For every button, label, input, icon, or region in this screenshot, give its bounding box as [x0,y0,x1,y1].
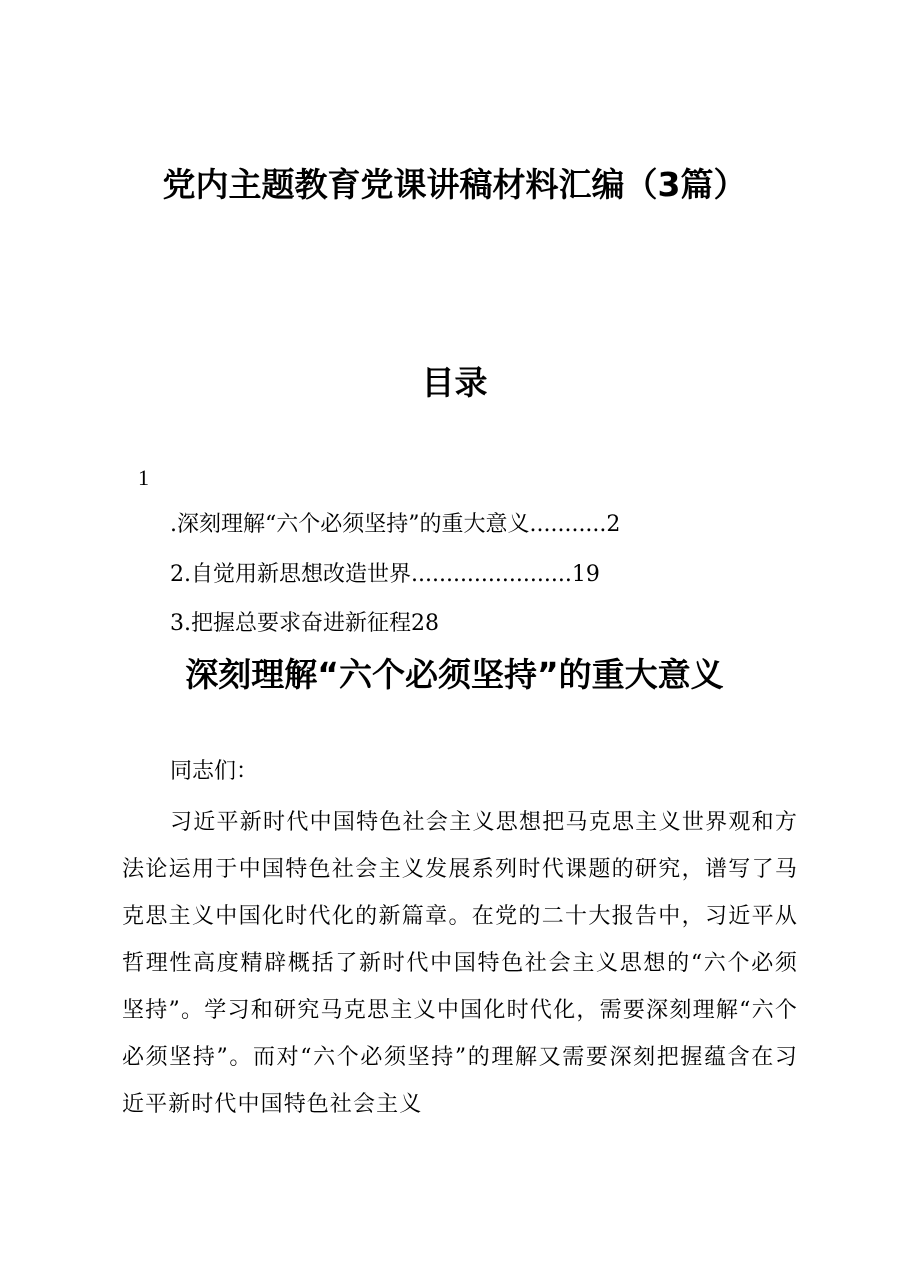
body-paragraph: 习近平新时代中国特色社会主义思想把马克思主义世界观和方法论运用于中国特色社会主义发展系列时代课题的研究，谱写了马克思主义中国化时代化的新篇章。在党的二十大报告中，习近平从哲理性高度精辟概括了新时代中国特色社会主义思想的“六个必须坚持”。学习和研究马克思主义中国化时代化，需要深刻理解“六个必须坚持”。而对“六个必须坚持”的理解又需要深刻把握蕴含在习近平新时代中国特色社会主义 [122,810,798,1117]
toc-entry: 2.自觉用新思想改造世界.......................19 [170,562,600,587]
toc-stray-number: 1 [138,465,149,490]
toc-entry: .深刻理解“六个必须坚持”的重大意义...........2 [170,512,621,537]
toc-heading: 目录 [421,363,488,402]
salutation: 同志们： [170,759,259,784]
toc-entry: 3.把握总要求奋进新征程28 [170,611,439,636]
section-title: 深刻理解“六个必须坚持”的重大意义 [185,655,724,694]
document-title: 党内主题教育党课讲稿材料汇编（3篇） [162,165,747,204]
